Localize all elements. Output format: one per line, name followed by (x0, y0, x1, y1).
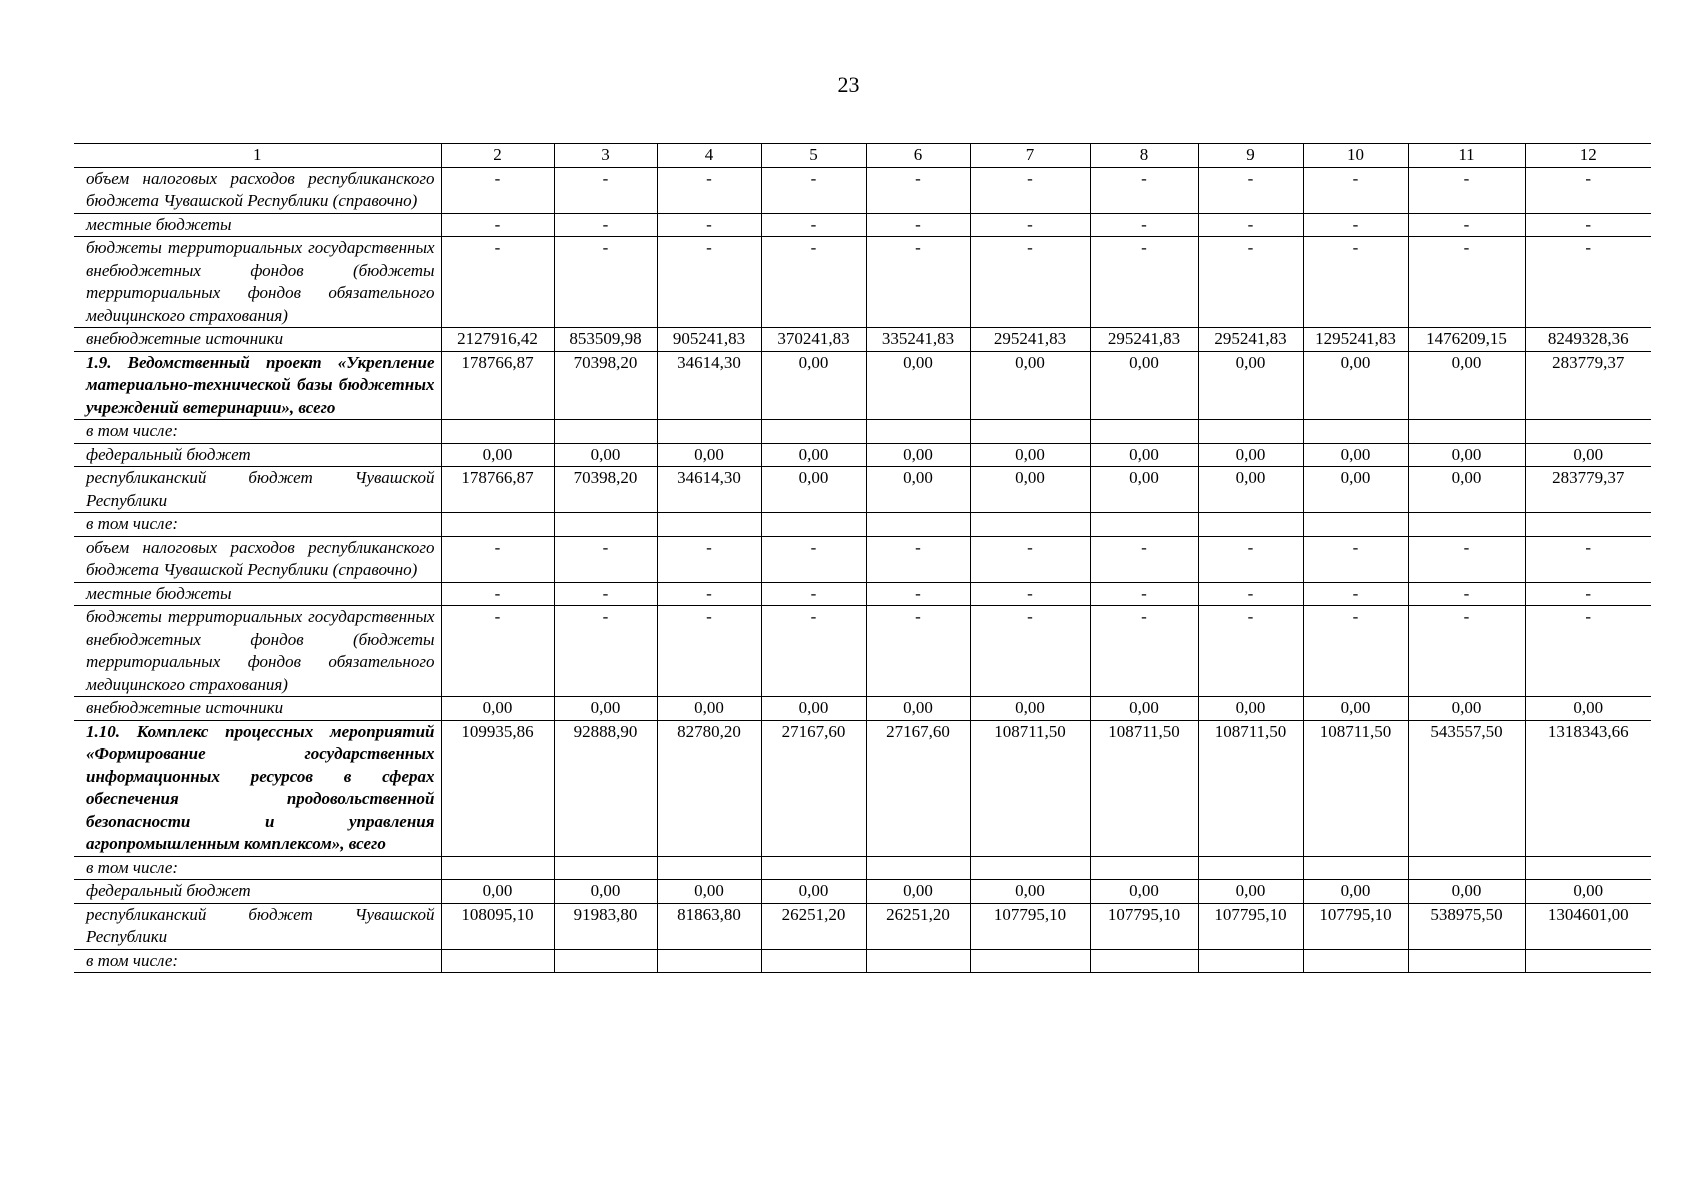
value-cell: - (554, 213, 657, 237)
value-cell: 0,00 (970, 880, 1090, 904)
value-cell: - (554, 582, 657, 606)
value-cell: 0,00 (1408, 443, 1525, 467)
value-cell (1090, 513, 1198, 537)
value-cell: - (657, 237, 761, 328)
value-cell: - (1525, 213, 1651, 237)
value-cell (554, 856, 657, 880)
value-cell: 178766,87 (441, 351, 554, 420)
value-cell (441, 949, 554, 973)
value-cell (970, 949, 1090, 973)
value-cell: 34614,30 (657, 351, 761, 420)
value-cell: 0,00 (761, 467, 866, 513)
table-row (74, 328, 1651, 352)
value-cell (1090, 856, 1198, 880)
value-cell: - (761, 582, 866, 606)
value-cell: 0,00 (1090, 880, 1198, 904)
value-cell: - (1525, 582, 1651, 606)
value-cell: - (970, 237, 1090, 328)
value-cell: - (1525, 167, 1651, 213)
row-label-cell: республиканский бюджет Чувашской Республики (74, 903, 441, 949)
value-cell: 1476209,15 (1408, 328, 1525, 352)
value-cell: - (761, 237, 866, 328)
value-cell: - (761, 167, 866, 213)
value-cell: - (970, 213, 1090, 237)
column-number-row (74, 144, 1651, 168)
value-cell: 107795,10 (1198, 903, 1303, 949)
value-cell: - (1090, 536, 1198, 582)
value-cell: 0,00 (1303, 697, 1408, 721)
value-cell (1408, 513, 1525, 537)
value-cell (866, 420, 970, 444)
value-cell (1408, 420, 1525, 444)
value-cell: - (1198, 237, 1303, 328)
value-cell: - (1408, 536, 1525, 582)
value-cell (554, 949, 657, 973)
value-cell: 295241,83 (1198, 328, 1303, 352)
value-cell (761, 513, 866, 537)
column-number-12: 12 (1525, 144, 1651, 168)
value-cell: 0,00 (441, 443, 554, 467)
value-cell: 109935,86 (441, 720, 554, 856)
value-cell: 0,00 (866, 697, 970, 721)
value-cell: - (1408, 213, 1525, 237)
value-cell: 0,00 (761, 351, 866, 420)
value-cell: 0,00 (761, 697, 866, 721)
value-cell: 0,00 (1408, 351, 1525, 420)
value-cell: - (1198, 213, 1303, 237)
value-cell: - (657, 582, 761, 606)
value-cell: 0,00 (970, 697, 1090, 721)
value-cell: - (1198, 536, 1303, 582)
value-cell: - (970, 606, 1090, 697)
column-number-5: 5 (761, 144, 866, 168)
value-cell: 0,00 (866, 880, 970, 904)
value-cell: 70398,20 (554, 467, 657, 513)
value-cell: - (441, 237, 554, 328)
table-row (74, 606, 1651, 697)
value-cell (1198, 420, 1303, 444)
value-cell: - (761, 536, 866, 582)
value-cell: - (554, 167, 657, 213)
value-cell (657, 420, 761, 444)
value-cell: - (1525, 237, 1651, 328)
value-cell: 8249328,36 (1525, 328, 1651, 352)
value-cell: 27167,60 (866, 720, 970, 856)
value-cell: 538975,50 (1408, 903, 1525, 949)
value-cell: 0,00 (1198, 351, 1303, 420)
value-cell: 108711,50 (1303, 720, 1408, 856)
column-number-4: 4 (657, 144, 761, 168)
value-cell: - (657, 167, 761, 213)
value-cell: - (866, 582, 970, 606)
row-label-cell: федеральный бюджет (74, 443, 441, 467)
value-cell (1408, 949, 1525, 973)
column-number-9: 9 (1198, 144, 1303, 168)
value-cell (970, 420, 1090, 444)
value-cell: - (866, 213, 970, 237)
row-label-cell: местные бюджеты (74, 213, 441, 237)
value-cell: 853509,98 (554, 328, 657, 352)
page-number: 23 (837, 72, 860, 97)
value-cell: - (1303, 237, 1408, 328)
table-row (74, 467, 1651, 513)
value-cell: - (970, 167, 1090, 213)
value-cell: 0,00 (657, 443, 761, 467)
row-label-cell: внебюджетные источники (74, 328, 441, 352)
value-cell: 543557,50 (1408, 720, 1525, 856)
table-row (74, 443, 1651, 467)
value-cell (441, 856, 554, 880)
value-cell: - (1090, 582, 1198, 606)
value-cell: 0,00 (1525, 880, 1651, 904)
value-cell (1525, 949, 1651, 973)
row-label-cell: федеральный бюджет (74, 880, 441, 904)
value-cell (761, 856, 866, 880)
value-cell (1408, 856, 1525, 880)
table-row (74, 582, 1651, 606)
value-cell (866, 513, 970, 537)
value-cell: - (1525, 606, 1651, 697)
value-cell: - (1090, 167, 1198, 213)
row-label-cell: местные бюджеты (74, 582, 441, 606)
row-label-cell: республиканский бюджет Чувашской Республики (74, 467, 441, 513)
value-cell: 0,00 (1090, 443, 1198, 467)
value-cell: - (441, 582, 554, 606)
value-cell: 82780,20 (657, 720, 761, 856)
value-cell: - (1303, 582, 1408, 606)
value-cell (441, 513, 554, 537)
value-cell: - (657, 536, 761, 582)
value-cell (657, 513, 761, 537)
value-cell: 0,00 (1090, 351, 1198, 420)
value-cell: 1295241,83 (1303, 328, 1408, 352)
value-cell (1525, 420, 1651, 444)
value-cell: - (554, 237, 657, 328)
table-row (74, 856, 1651, 880)
row-label-cell: в том числе: (74, 856, 441, 880)
value-cell: - (1090, 237, 1198, 328)
value-cell: 81863,80 (657, 903, 761, 949)
value-cell (1198, 513, 1303, 537)
value-cell (1303, 420, 1408, 444)
value-cell: 108711,50 (970, 720, 1090, 856)
value-cell: 92888,90 (554, 720, 657, 856)
value-cell: 0,00 (554, 697, 657, 721)
value-cell: 0,00 (1525, 697, 1651, 721)
value-cell: 0,00 (441, 697, 554, 721)
value-cell (1303, 949, 1408, 973)
value-cell: - (441, 536, 554, 582)
value-cell (1090, 420, 1198, 444)
value-cell: 91983,80 (554, 903, 657, 949)
value-cell (441, 420, 554, 444)
value-cell: 0,00 (1198, 697, 1303, 721)
value-cell: 2127916,42 (441, 328, 554, 352)
value-cell (657, 949, 761, 973)
value-cell: - (761, 606, 866, 697)
value-cell: - (866, 167, 970, 213)
table-row (74, 720, 1651, 856)
value-cell: 0,00 (1303, 443, 1408, 467)
value-cell: 0,00 (657, 697, 761, 721)
table-row (74, 213, 1651, 237)
value-cell: - (1525, 536, 1651, 582)
value-cell: 0,00 (1408, 467, 1525, 513)
value-cell (1303, 513, 1408, 537)
value-cell: 0,00 (1090, 697, 1198, 721)
value-cell: - (1198, 606, 1303, 697)
value-cell: 335241,83 (866, 328, 970, 352)
value-cell: - (1408, 237, 1525, 328)
column-number-10: 10 (1303, 144, 1408, 168)
value-cell: 283779,37 (1525, 467, 1651, 513)
row-label-cell: внебюджетные источники (74, 697, 441, 721)
table-row (74, 880, 1651, 904)
table-row (74, 697, 1651, 721)
row-label-cell: в том числе: (74, 949, 441, 973)
value-cell: - (441, 167, 554, 213)
value-cell: 107795,10 (1303, 903, 1408, 949)
value-cell: 108711,50 (1090, 720, 1198, 856)
value-cell: - (970, 582, 1090, 606)
value-cell: 0,00 (1408, 880, 1525, 904)
value-cell: 0,00 (554, 443, 657, 467)
value-cell (1198, 856, 1303, 880)
value-cell: - (1408, 606, 1525, 697)
value-cell: 295241,83 (970, 328, 1090, 352)
value-cell: 107795,10 (1090, 903, 1198, 949)
table-row (74, 351, 1651, 420)
value-cell: - (1303, 606, 1408, 697)
value-cell: 0,00 (441, 880, 554, 904)
table-body (74, 144, 1651, 973)
value-cell: 283779,37 (1525, 351, 1651, 420)
column-number-6: 6 (866, 144, 970, 168)
value-cell: 0,00 (970, 467, 1090, 513)
value-cell (657, 856, 761, 880)
table-row (74, 420, 1651, 444)
value-cell: - (1408, 582, 1525, 606)
column-number-3: 3 (554, 144, 657, 168)
value-cell: - (441, 213, 554, 237)
value-cell (1198, 949, 1303, 973)
value-cell: - (1303, 167, 1408, 213)
column-number-7: 7 (970, 144, 1090, 168)
value-cell: 0,00 (1303, 467, 1408, 513)
value-cell: - (1303, 536, 1408, 582)
value-cell: 905241,83 (657, 328, 761, 352)
value-cell (1090, 949, 1198, 973)
value-cell: - (657, 213, 761, 237)
value-cell: 0,00 (866, 351, 970, 420)
value-cell: 0,00 (1198, 443, 1303, 467)
value-cell: 26251,20 (866, 903, 970, 949)
row-label-cell: бюджеты территориальных государственных внебюджетных фондов (бюджеты территориальных фондов обязательного медицинского страхования) (74, 606, 441, 697)
value-cell: 178766,87 (441, 467, 554, 513)
value-cell: 0,00 (761, 880, 866, 904)
value-cell: 295241,83 (1090, 328, 1198, 352)
value-cell: 70398,20 (554, 351, 657, 420)
column-number-11: 11 (1408, 144, 1525, 168)
value-cell: 26251,20 (761, 903, 866, 949)
value-cell: 0,00 (657, 880, 761, 904)
value-cell: 0,00 (866, 443, 970, 467)
value-cell (554, 420, 657, 444)
row-label-cell: бюджеты территориальных государственных внебюджетных фондов (бюджеты территориальных фондов обязательного медицинского страхования) (74, 237, 441, 328)
value-cell: 0,00 (1525, 443, 1651, 467)
value-cell (761, 949, 866, 973)
value-cell: 0,00 (970, 351, 1090, 420)
value-cell: 0,00 (1303, 880, 1408, 904)
value-cell (761, 420, 866, 444)
value-cell: - (1090, 606, 1198, 697)
value-cell: - (866, 237, 970, 328)
value-cell (1525, 856, 1651, 880)
value-cell (970, 513, 1090, 537)
value-cell: - (1198, 582, 1303, 606)
value-cell: 107795,10 (970, 903, 1090, 949)
value-cell: 370241,83 (761, 328, 866, 352)
value-cell (554, 513, 657, 537)
table-row (74, 167, 1651, 213)
table-row (74, 513, 1651, 537)
value-cell (1525, 513, 1651, 537)
value-cell: 0,00 (1408, 697, 1525, 721)
column-number-8: 8 (1090, 144, 1198, 168)
table-row (74, 949, 1651, 973)
budget-table (74, 143, 1651, 973)
value-cell: 108095,10 (441, 903, 554, 949)
value-cell: - (1090, 213, 1198, 237)
value-cell: 0,00 (761, 443, 866, 467)
column-number-1: 1 (74, 144, 441, 168)
row-label-cell: в том числе: (74, 513, 441, 537)
row-label-cell: в том числе: (74, 420, 441, 444)
value-cell: - (866, 536, 970, 582)
value-cell: - (1408, 167, 1525, 213)
value-cell: - (761, 213, 866, 237)
row-label-cell: объем налоговых расходов республиканского бюджета Чувашской Республики (справочно) (74, 167, 441, 213)
value-cell: 27167,60 (761, 720, 866, 856)
value-cell: - (657, 606, 761, 697)
value-cell: 108711,50 (1198, 720, 1303, 856)
value-cell: 1304601,00 (1525, 903, 1651, 949)
value-cell: 0,00 (1198, 880, 1303, 904)
row-label-cell: объем налоговых расходов республиканского бюджета Чувашской Республики (справочно) (74, 536, 441, 582)
value-cell: 0,00 (1198, 467, 1303, 513)
value-cell (1303, 856, 1408, 880)
table-row (74, 237, 1651, 328)
value-cell (970, 856, 1090, 880)
column-number-2: 2 (441, 144, 554, 168)
value-cell: - (554, 536, 657, 582)
value-cell: 0,00 (554, 880, 657, 904)
value-cell: 0,00 (1303, 351, 1408, 420)
value-cell: - (1303, 213, 1408, 237)
value-cell: - (866, 606, 970, 697)
value-cell (866, 856, 970, 880)
value-cell: - (1198, 167, 1303, 213)
table-row (74, 536, 1651, 582)
section-title-cell: 1.10. Комплекс процессных мероприятий «Формирование государственных информационных ресурсов в сферах обеспечения продовольственной безопасности и управления агропромышленным комплексом», всего (74, 720, 441, 856)
value-cell: - (554, 606, 657, 697)
value-cell (866, 949, 970, 973)
value-cell: 1318343,66 (1525, 720, 1651, 856)
table-row (74, 903, 1651, 949)
value-cell: 0,00 (866, 467, 970, 513)
section-title-cell: 1.9. Ведомственный проект «Укрепление материально-технической базы бюджетных учреждений ветеринарии», всего (74, 351, 441, 420)
value-cell: - (441, 606, 554, 697)
value-cell: 0,00 (1090, 467, 1198, 513)
value-cell: - (970, 536, 1090, 582)
value-cell: 34614,30 (657, 467, 761, 513)
value-cell: 0,00 (970, 443, 1090, 467)
